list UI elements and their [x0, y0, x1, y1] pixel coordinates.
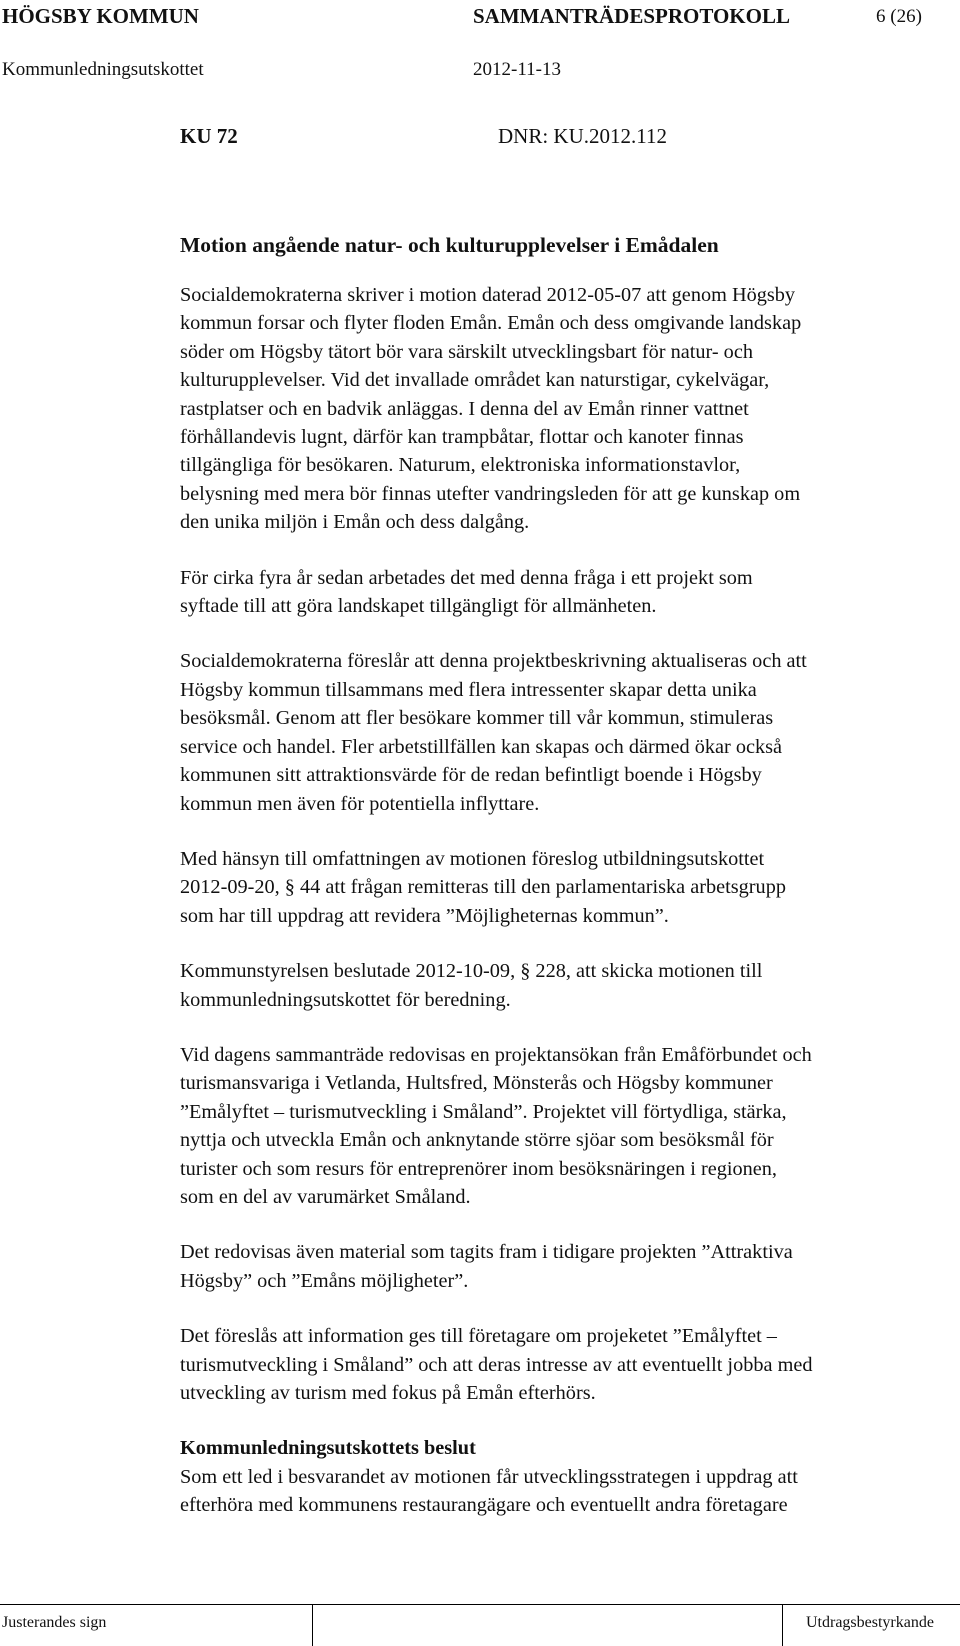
decision-heading: Kommunledningsutskottets beslut [180, 1437, 476, 1460]
signature-box-blank [312, 1604, 783, 1646]
paragraph: Socialdemokraterna skriver i motion daterad 2012-05-07 att genom Högsby kommun forsar och flyter floden Emån. Emån och dess omgivande landskap söder om Högsby tätort bör vara särskilt utvecklingsbart för natur- och kulturupplevelser. Vid det invallade området kan naturstigar, cykelvägar, rastplatser och en badvik anläggas. I denna del av Emån rinner vattnet förhållandevis lugnt, därför kan trampbåtar, flottar och kanoter finnas tillgängliga för besökaren. Naturum, elektroniska informationstavlor, belysning med mera bör finnas utefter vandringsleden för att ge kunskap om den unika miljön i Emån och dess dalgång. [180, 284, 802, 534]
page-footer [0, 1604, 960, 1646]
organization-name: HÖGSBY KOMMUN [2, 4, 199, 28]
paragraph: Med hänsyn till omfattningen av motionen föreslog utbildningsutskottet 2012-09-20, § 44 att frågan remitteras till den parlamentariska arbetsgrupp som har till uppdrag att revidera ”Möjligheternas kommun”. [180, 847, 786, 927]
meeting-date: 2012-11-13 [473, 59, 561, 80]
paragraph: För cirka fyra år sedan arbetades det med denna fråga i ett projekt som syftade till att göra landskapet tillgängligt för allmänheten. [180, 566, 753, 618]
paragraph: Det föreslås att information ges till företagare om projeketet ”Emålyftet – turismutveckling i Småland” och att deras intresse av att eventuellt jobba med utveckling av turism med fokus på Emån efterhörs. [180, 1325, 813, 1404]
decision-text: Som ett led i besvarandet av motionen får utvecklingsstrategen i uppdrag att efterhöra med kommunens restaurangägare och eventuellt andra företagare [180, 1465, 798, 1517]
signature-label: Justerandes sign [2, 1614, 107, 1631]
item-title: Motion angående natur- och kulturupplevelser i Emådalen [180, 233, 719, 257]
page-header [0, 4, 960, 80]
page-number: 6 (26) [876, 6, 922, 27]
signature-box [0, 1604, 313, 1646]
item-number: KU 72 [180, 124, 238, 148]
committee-name: Kommunledningsutskottet [2, 59, 204, 80]
paragraph: Det redovisas även material som tagits fram i tidigare projekten ”Attraktiva Högsby” och ”Emåns möjligheter”. [180, 1241, 793, 1292]
extract-label: Utdragsbestyrkande [806, 1614, 934, 1631]
diary-number: DNR: KU.2012.112 [498, 124, 667, 148]
document-type: SAMMANTRÄDESPROTOKOLL [473, 4, 790, 28]
item-reference [180, 124, 940, 149]
paragraph: Kommunstyrelsen beslutade 2012-10-09, § 228, att skicka motionen till kommunledningsutskottet för beredning. [180, 960, 763, 1011]
paragraph: Socialdemokraterna föreslår att denna projektbeskrivning aktualiseras och att Högsby kommun tillsammans med flera intressenter skapar detta unika besöksmål. Genom att fler besökare kommer till vår kommun, stimuleras service och handel. Fler arbetstillfällen kan skapas och därmed ökar också kommunen sitt attraktionsvärde för de redan befintligt boende i Högsby kommun men även för potentiella inflyttare. [180, 650, 807, 815]
paragraph: Vid dagens sammanträde redovisas en projektansökan från Emåförbundet och turismansvariga i Vetlanda, Hultsfred, Mönsterås och Högsby kommuner ”Emålyftet – turismutveckling i Småland”. Projektet vill förtydliga, stärka, nyttja och utveckla Emån och anknytande större sjöar som besöksmål för turister och som resurs för entreprenörer inom besöksnäringen i regionen, som en del av varumärket Småland. [180, 1043, 812, 1208]
document-body [180, 231, 955, 1520]
